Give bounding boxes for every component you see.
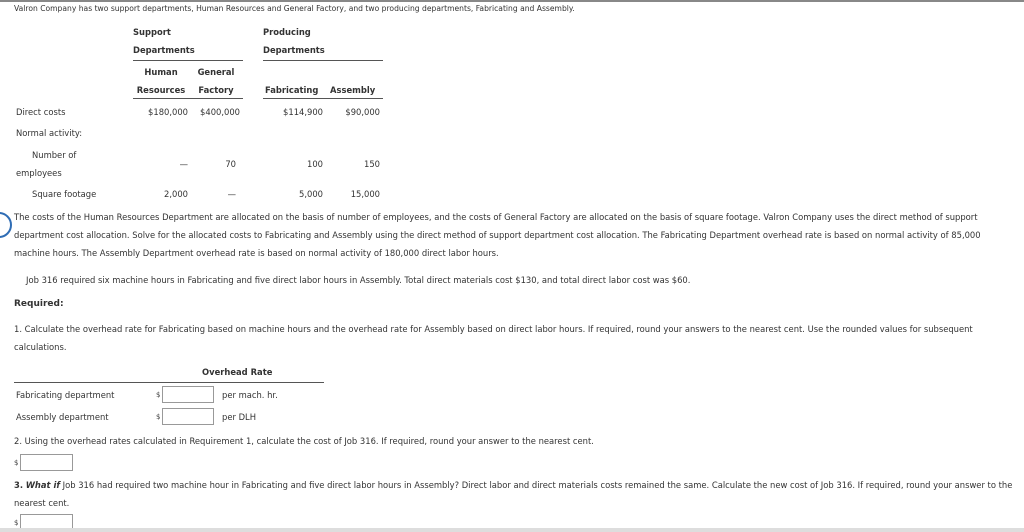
row-employees-label1: Number of <box>32 150 77 160</box>
q3-dollar: $ <box>14 519 19 527</box>
employees-gf: 70 <box>225 159 236 169</box>
question-2: 2. Using the overhead rates calculated in Requirement 1, calculate the cost of Job 316. If required, round your answer to the nearest cent. <box>14 436 594 446</box>
bottom-scroll-bar <box>0 528 1024 532</box>
step-indicator-circle <box>0 212 12 238</box>
row-normal-activity-label: Normal activity: <box>16 128 83 138</box>
assembly-dept-label: Assembly department <box>16 412 109 422</box>
employees-fab: 100 <box>307 159 323 169</box>
square-footage-fab: 5,000 <box>299 189 323 199</box>
support-header-rule <box>133 60 243 61</box>
support-cols-rule <box>133 98 243 99</box>
q3-text: Job 316 had required two machine hour in Fabricating and five direct labor hours in Assembly? Direct labor and direct materials costs remained the same. Calculate the new cost of Job 316. If required, round your answer to the nearest cent. <box>14 480 1013 508</box>
col-gf-line1: General <box>197 67 235 77</box>
col-assembly: Assembly <box>330 85 376 95</box>
fabricating-dollar: $ <box>156 391 161 399</box>
paragraph-job-316: Job 316 required six machine hours in Fabricating and five direct labor hours in Assembly. Total direct materials cost $130, and total direct labor cost was $60. <box>26 275 691 285</box>
direct-costs-hr: $180,000 <box>148 107 188 117</box>
paragraph-allocation: The costs of the Human Resources Department are allocated on the basis of number of employees, and the costs of General Factory are allocated on the basis of square footage. Valron Company uses the direct method of support department cost allocation. Solve for the allocated costs to Fabricating and Assembly using the direct method of support department cost allocation. The Fabricating Department overhead rate is based on normal activity of 85,000 machine hours. The Assembly Department overhead rate is based on normal activity of 180,000 direct labor hours. <box>14 212 981 258</box>
q2-dollar: $ <box>14 459 19 467</box>
direct-costs-asm: $90,000 <box>345 107 380 117</box>
direct-costs-gf: $400,000 <box>200 107 240 117</box>
job-316-cost-input[interactable] <box>20 454 73 471</box>
fabricating-dept-label: Fabricating department <box>16 390 115 400</box>
assembly-dollar: $ <box>156 413 161 421</box>
fabricating-unit: per mach. hr. <box>222 390 278 400</box>
producing-header-line1: Producing <box>263 27 311 37</box>
assembly-rate-input[interactable] <box>162 408 214 425</box>
intro-text: Valron Company has two support departments, Human Resources and General Factory, and two producing departments, Fabricating and Assembly. <box>14 4 575 13</box>
square-footage-asm: 15,000 <box>350 189 380 199</box>
col-hr-line1: Human <box>144 67 178 77</box>
support-header-line1: Support <box>133 27 171 37</box>
question-3 <box>14 476 1014 512</box>
required-label: Required: <box>14 299 64 309</box>
square-footage-gf: — <box>227 189 236 199</box>
q3-what-if: What if <box>25 480 60 490</box>
fabricating-rate-input[interactable] <box>162 386 214 403</box>
col-fabricating: Fabricating <box>265 85 319 95</box>
col-hr-line2: Resources <box>136 85 186 95</box>
q3-number: 3. <box>14 480 24 490</box>
producing-header-rule <box>263 60 383 61</box>
direct-costs-fab: $114,900 <box>283 107 323 117</box>
col-gf-line2: Factory <box>198 85 234 95</box>
employees-hr: — <box>179 159 188 169</box>
assembly-unit: per DLH <box>222 412 256 422</box>
support-header-line2: Departments <box>133 45 195 55</box>
question-1: 1. Calculate the overhead rate for Fabricating based on machine hours and the overhead rate for Assembly based on direct labor hours. If required, round your answers to the nearest cent. Use the rounded values for subsequent calculations. <box>14 324 973 352</box>
row-employees-label2: employees <box>16 168 62 178</box>
producing-cols-rule <box>263 98 383 99</box>
row-direct-costs-label: Direct costs <box>16 107 66 117</box>
overhead-rate-header: Overhead Rate <box>202 367 273 377</box>
overhead-header-rule <box>14 382 324 383</box>
row-square-footage-label: Square footage <box>32 189 97 199</box>
square-footage-hr: 2,000 <box>164 189 188 199</box>
producing-header-line2: Departments <box>263 45 325 55</box>
employees-asm: 150 <box>364 159 380 169</box>
top-border <box>0 0 1024 2</box>
